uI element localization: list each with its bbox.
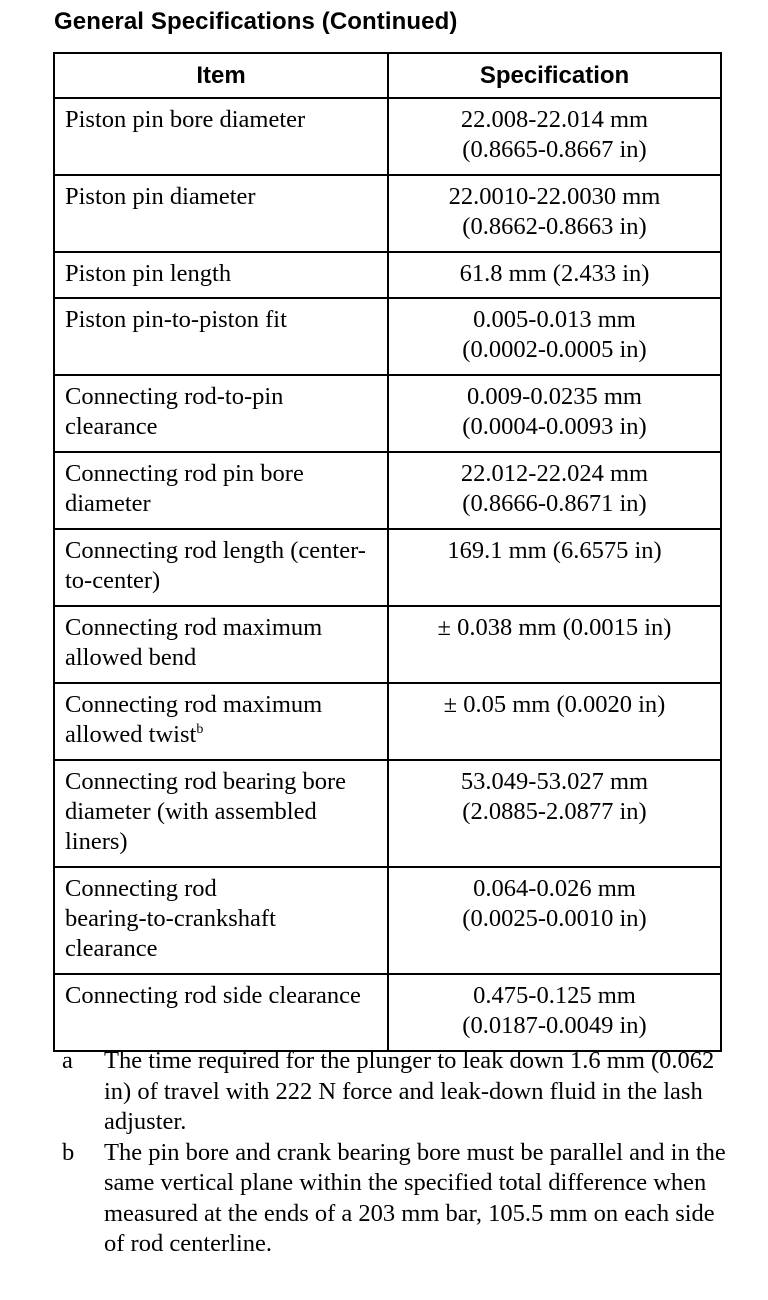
spec-imperial: (2.0885-2.0877 in) [462,798,647,825]
spec-value: 61.8 mm (2.433 in) [459,260,650,287]
spec-value: 169.1 mm (6.6575 in) [447,537,662,564]
specification-cell [388,298,721,375]
spec-imperial: (0.0025-0.0010 in) [462,905,647,932]
table-header-row [54,53,721,98]
item-cell: Connecting rod pin bore diameter [54,452,388,529]
table-row [54,760,721,867]
specification-cell [388,98,721,175]
specification-cell [388,683,721,760]
column-header-item: Item [54,53,388,98]
item-cell: Connecting rod bearing bore diameter (with assembled liners) [54,760,388,867]
table-row [54,606,721,683]
specification-cell [388,252,721,298]
specification-cell [388,974,721,1051]
spec-metric: 22.012-22.024 mm [460,460,649,487]
item-cell: Connecting rod side clearance [54,974,388,1051]
spec-metric: 22.008-22.014 mm [460,106,649,133]
spec-metric: 0.475-0.125 mm [473,982,636,1009]
footnote-b [62,1138,732,1260]
footnote-text: The time required for the plunger to leak down 1.6 mm (0.062 in) of travel with 222 N force and leak-down fluid in the lash adjuster. [104,1047,715,1135]
footnote-mark: b [62,1138,75,1166]
table-row [54,375,721,452]
item-line: bearing-to-crankshaft [65,905,276,932]
item-cell [54,867,388,974]
spec-value: ± 0.038 mm (0.0015 in) [437,614,672,641]
footnote-reference-b: b [196,721,204,737]
item-cell: Piston pin length [54,252,388,298]
footnote-text: The pin bore and crank bearing bore must be parallel and in the same vertical plane within the specified total difference when measured at the ends of a 203 mm bar, 105.5 mm on each side of rod centerline. [104,1138,726,1257]
specification-cell [388,529,721,606]
table-row [54,175,721,252]
spec-imperial: (0.8662-0.8663 in) [462,213,647,240]
spec-metric: 0.064-0.026 mm [473,875,636,902]
table-row [54,683,721,760]
footnotes [62,1046,732,1260]
table-row [54,98,721,175]
item-cell: Connecting rod length (center-to-center) [54,529,388,606]
spec-imperial: (0.0002-0.0005 in) [462,336,647,363]
table-row [54,529,721,606]
specification-cell [388,760,721,867]
item-line: clearance [65,935,158,962]
item-cell: Connecting rod maximum allowed bend [54,606,388,683]
specification-cell [388,375,721,452]
column-header-specification: Specification [388,53,721,98]
spec-metric: 0.009-0.0235 mm [467,383,642,410]
spec-imperial: (0.8665-0.8667 in) [462,136,647,163]
specification-cell [388,175,721,252]
page-title: General Specifications (Continued) [54,8,458,35]
spec-imperial: (0.0004-0.0093 in) [462,413,647,440]
specification-cell [388,452,721,529]
spec-metric: 22.0010-22.0030 mm [448,183,661,210]
footnote-a [62,1046,732,1138]
spec-imperial: (0.0187-0.0049 in) [462,1012,647,1039]
item-line: Connecting rod [65,875,217,902]
spec-metric: 53.049-53.027 mm [460,768,649,795]
table-row [54,452,721,529]
table-row [54,974,721,1051]
item-cell [54,683,388,760]
spec-value: ± 0.05 mm (0.0020 in) [443,691,666,718]
specifications-table [53,52,722,1052]
footnote-mark: a [62,1047,73,1074]
spec-imperial: (0.8666-0.8671 in) [462,490,647,517]
item-cell: Piston pin bore diameter [54,98,388,175]
item-text: Connecting rod maximum allowed twist [65,691,323,748]
item-cell: Piston pin diameter [54,175,388,252]
item-cell: Connecting rod-to-pin clearance [54,375,388,452]
specification-cell [388,867,721,974]
spec-metric: 0.005-0.013 mm [473,306,636,333]
specification-cell [388,606,721,683]
table-row [54,867,721,974]
table-row [54,298,721,375]
item-cell: Piston pin-to-piston fit [54,298,388,375]
table-row [54,252,721,298]
